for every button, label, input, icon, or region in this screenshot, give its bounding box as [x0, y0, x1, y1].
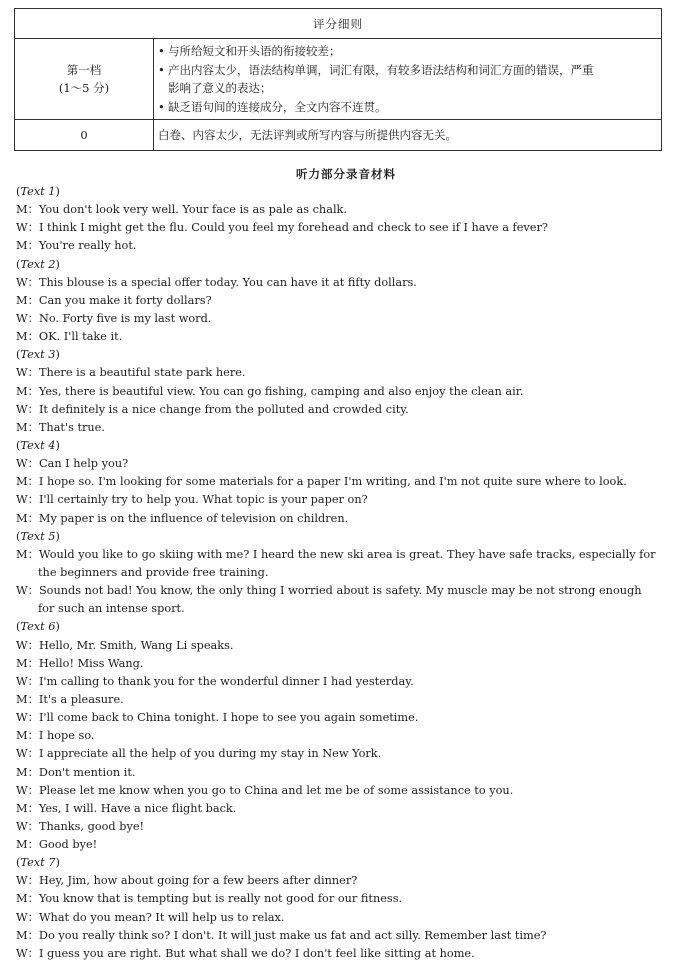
utterance: Yes, I will. Have a nice flight back. — [38, 801, 237, 815]
dialogue-line: M：I hope so. — [16, 729, 95, 743]
dialogue-line: M：Hello! Miss Wang. — [16, 656, 144, 670]
dialogue-line: W：Please let me know when you go to China and let me be of some assistance to you. — [16, 783, 514, 797]
dialogue-line: W：Sounds not bad! You know, the only thing I worried about is safety. My muscle may be not strong enough — [16, 584, 642, 598]
speaker: W — [16, 910, 28, 924]
dialogue-line: W：What do you mean? It will help us to relax. — [16, 910, 285, 924]
dialogue-line: W：No. Forty five is my last word. — [16, 311, 212, 325]
band-1-name: 第一档 — [66, 63, 102, 77]
criterion-3: • 缺乏语句间的连接成分，全文内容不连贯。 — [158, 98, 655, 117]
section-title: 听力部分录音材料 — [296, 167, 396, 181]
speaker: M — [16, 692, 28, 706]
text-label: (Text 6) — [16, 620, 60, 634]
utterance: Sounds not bad! You know, the only thing I worried about is safety. My muscle may be not strong enough — [38, 584, 642, 598]
dialogue-line: W：I think I might get the flu. Could you feel my forehead and check to see if I have a fever? — [16, 221, 548, 235]
speaker: W — [16, 711, 28, 725]
speaker: M — [16, 384, 28, 398]
speaker: M — [16, 203, 28, 217]
utterance: I hope so. I'm looking for some materials for a paper I'm writing, and I'm not quite sure where to look. — [38, 475, 627, 489]
text-label: (Text 2) — [16, 257, 60, 271]
speaker: W — [16, 493, 28, 507]
dialogue-line: M：That's true. — [16, 420, 105, 434]
speaker: M — [16, 892, 28, 906]
utterance: I'll come back to China tonight. I hope to see you again sometime. — [38, 711, 419, 725]
speaker: M — [16, 293, 28, 307]
bullet-icon: • — [158, 62, 165, 77]
dialogue-line: M：OK. I'll take it. — [16, 330, 123, 344]
speaker: M — [16, 765, 28, 779]
zero-score: 0 — [15, 120, 154, 151]
speaker: W — [16, 747, 28, 761]
utterance: Can you make it forty dollars? — [38, 293, 212, 307]
utterance: Yes, there is beautiful view. You can go fishing, camping and also enjoy the clean air. — [38, 384, 524, 398]
utterance: Don't mention it. — [38, 765, 136, 779]
speaker: M — [16, 801, 28, 815]
band-1-range: (1～5 分) — [58, 81, 110, 95]
utterance: I appreciate all the help of you during my stay in New York. — [38, 747, 382, 761]
dialogue-line: M：You don't look very well. Your face is as pale as chalk. — [16, 203, 347, 217]
band-1-cell — [15, 39, 154, 120]
dialogue-line: W：Thanks, good bye! — [16, 819, 145, 833]
utterance: Hello, Mr. Smith, Wang Li speaks. — [38, 638, 234, 652]
speaker: M — [16, 838, 28, 852]
rubric-table — [14, 8, 662, 151]
speaker: W — [16, 819, 28, 833]
dialogue-line — [16, 600, 664, 618]
criterion-2: • 产出内容太少，语法结构单调，词汇有限，有较多语法结构和词汇方面的错误，严重 影响了意义的表达； — [158, 61, 655, 98]
rubric-header: 评分细则 — [15, 9, 662, 39]
speaker: W — [16, 311, 28, 325]
speaker: M — [16, 547, 28, 561]
text-label: (Text 1) — [16, 185, 60, 198]
utterance: Do you really think so? I don't. It will just make us fat and act silly. Remember last time? — [38, 928, 547, 942]
dialogue-line: W：Hey, Jim, how about going for a few beers after dinner? — [16, 874, 358, 888]
bullet-icon: • — [158, 99, 165, 114]
utterance: This blouse is a special offer today. You can have it at fifty dollars. — [38, 275, 417, 289]
text-label: (Text 7) — [16, 856, 60, 870]
dialogue-line: W：I'm calling to thank you for the wonderful dinner I had yesterday. — [16, 674, 414, 688]
speaker: M — [16, 475, 28, 489]
utterance: Would you like to go skiing with me? I heard the new ski area is great. They have safe tracks, especially for — [38, 547, 656, 561]
dialogue-line: W：I guess you are right. But what shall we do? I don't feel like sitting at home. — [16, 946, 475, 960]
utterance: It definitely is a nice change from the polluted and crowded city. — [38, 402, 409, 416]
dialogue-line: W：I'll certainly try to help you. What topic is your paper on? — [16, 493, 368, 507]
speaker: M — [16, 928, 28, 942]
dialogue-line: M：Good bye! — [16, 838, 98, 852]
speaker: W — [16, 674, 28, 688]
zero-description: 白卷、内容太少，无法评判或所写内容与所提供内容无关。 — [154, 120, 662, 151]
speaker: M — [16, 420, 28, 434]
dialogue-line: M：You're really hot. — [16, 239, 137, 253]
speaker: W — [16, 221, 28, 235]
utterance: Good bye! — [38, 838, 98, 852]
utterance: My paper is on the influence of television on children. — [38, 511, 349, 525]
dialogue-line: W：This blouse is a special offer today. You can have it at fifty dollars. — [16, 275, 417, 289]
dialogue-line — [16, 564, 664, 582]
dialogue-line: M：Can you make it forty dollars? — [16, 293, 212, 307]
dialogue-line: M：Yes, there is beautiful view. You can go fishing, camping and also enjoy the clean air. — [16, 384, 524, 398]
dialogue-line: M：My paper is on the influence of television on children. — [16, 511, 349, 525]
dialogue-line: W：Hello, Mr. Smith, Wang Li speaks. — [16, 638, 234, 652]
utterance: I think I might get the flu. Could you feel my forehead and check to see if I have a fever? — [38, 221, 548, 235]
speaker: M — [16, 239, 28, 253]
utterance: Hey, Jim, how about going for a few beers after dinner? — [38, 874, 358, 888]
speaker: W — [16, 457, 28, 471]
utterance: What do you mean? It will help us to relax. — [38, 910, 285, 924]
dialogue-line: M：Yes, I will. Have a nice flight back. — [16, 801, 237, 815]
utterance: Thanks, good bye! — [38, 819, 145, 833]
speaker: W — [16, 402, 28, 416]
utterance: Can I help you? — [38, 457, 129, 471]
text-label: (Text 4) — [16, 438, 60, 452]
dialogue-line: M：Don't mention it. — [16, 765, 136, 779]
utterance: I'm calling to thank you for the wonderful dinner I had yesterday. — [38, 674, 414, 688]
utterance: I'll certainly try to help you. What topic is your paper on? — [38, 493, 368, 507]
utterance: I hope so. — [38, 729, 95, 743]
speaker: W — [16, 638, 28, 652]
utterance: OK. I'll take it. — [38, 330, 123, 344]
dialogue-line: M：Do you really think so? I don't. It will just make us fat and act silly. Remember last time? — [16, 928, 547, 942]
speaker: W — [16, 275, 28, 289]
utterance: There is a beautiful state park here. — [38, 366, 246, 380]
criterion-1: • 与所给短文和开头语的衔接较差； — [158, 42, 655, 61]
speaker: M — [16, 330, 28, 344]
dialogue-line: M：It's a pleasure. — [16, 692, 124, 706]
speaker: W — [16, 366, 28, 380]
speaker: W — [16, 946, 28, 960]
text-label: (Text 3) — [16, 348, 60, 362]
band-1-criteria — [154, 39, 662, 120]
dialogue-line: M：I hope so. I'm looking for some materials for a paper I'm writing, and I'm not quite sure where to look. — [16, 475, 627, 489]
transcript — [16, 183, 664, 963]
utterance: Please let me know when you go to China and let me be of some assistance to you. — [38, 783, 514, 797]
dialogue-line: W：There is a beautiful state park here. — [16, 366, 246, 380]
dialogue-line: M：You know that is tempting but is really not good for our fitness. — [16, 892, 403, 906]
dialogue-line: W：It definitely is a nice change from the polluted and crowded city. — [16, 402, 409, 416]
speaker: M — [16, 729, 28, 743]
speaker: M — [16, 511, 28, 525]
dialogue-line: W：Can I help you? — [16, 457, 129, 471]
speaker: W — [16, 584, 28, 598]
utterance: for such an intense sport. — [38, 602, 185, 616]
utterance: You don't look very well. Your face is as pale as chalk. — [38, 203, 347, 217]
utterance: It's a pleasure. — [38, 692, 124, 706]
dialogue-line: W：I'll come back to China tonight. I hope to see you again sometime. — [16, 711, 419, 725]
utterance: That's true. — [38, 420, 105, 434]
speaker: W — [16, 783, 28, 797]
utterance: I guess you are right. But what shall we do? I don't feel like sitting at home. — [38, 946, 475, 960]
utterance: You know that is tempting but is really not good for our fitness. — [38, 892, 403, 906]
dialogue-line: M：Would you like to go skiing with me? I heard the new ski area is great. They have safe tracks, especially for — [16, 547, 656, 561]
utterance: No. Forty five is my last word. — [38, 311, 212, 325]
utterance: You're really hot. — [38, 239, 137, 253]
bullet-icon: • — [158, 44, 165, 58]
utterance: Hello! Miss Wang. — [38, 656, 144, 670]
speaker: W — [16, 874, 28, 888]
text-label: (Text 5) — [16, 529, 60, 543]
dialogue-line: W：I appreciate all the help of you during my stay in New York. — [16, 747, 382, 761]
speaker: M — [16, 656, 28, 670]
utterance: the beginners and provide free training. — [38, 565, 269, 579]
